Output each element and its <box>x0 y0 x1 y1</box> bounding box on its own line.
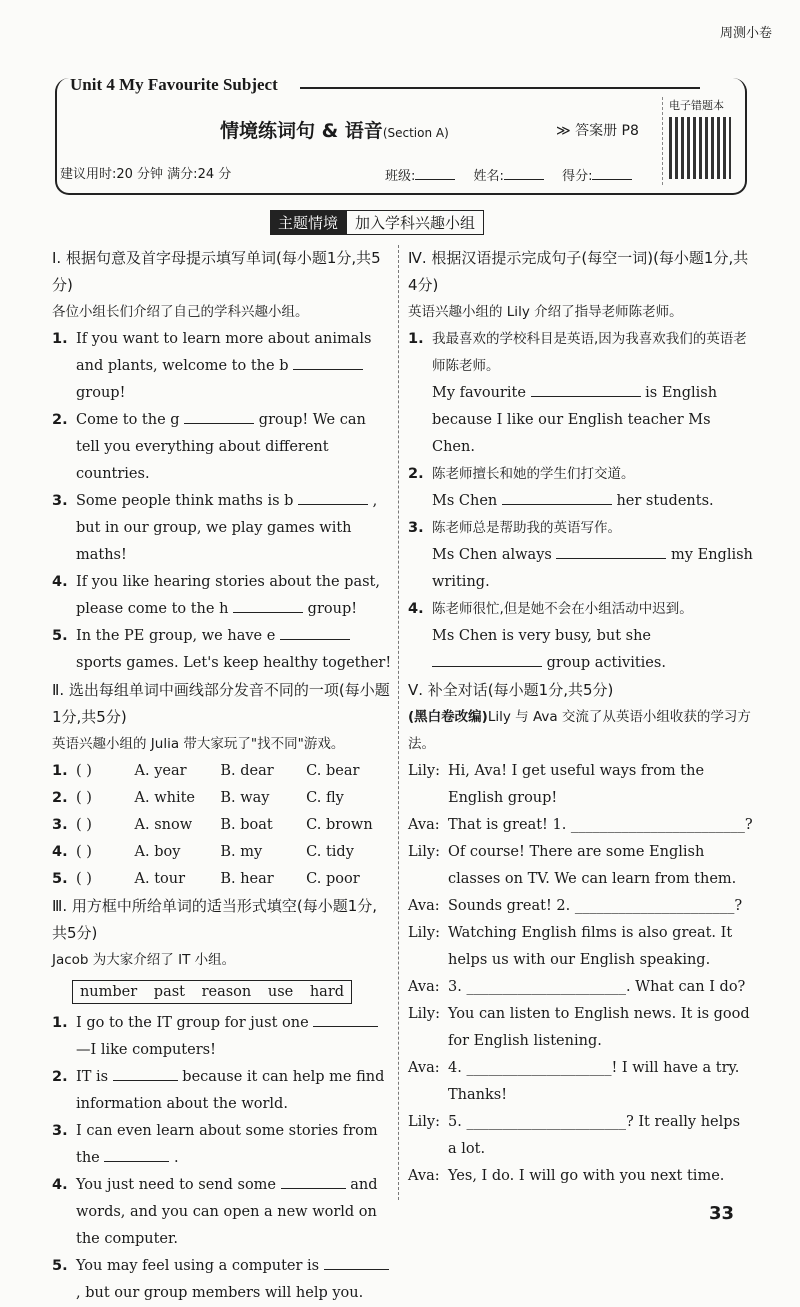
question-number: 2. <box>52 790 68 806</box>
speaker: Ava: <box>408 898 440 914</box>
answer-blank[interactable] <box>502 488 612 505</box>
question-number: 4. <box>52 574 68 590</box>
speaker: Lily: <box>408 844 440 860</box>
score-field[interactable] <box>592 163 632 180</box>
answer-paren[interactable]: ( ) <box>76 790 92 806</box>
question-item <box>408 596 753 677</box>
answer-paren[interactable]: ( ) <box>76 871 92 887</box>
left-column <box>52 245 392 1307</box>
question-text: Ms Chen always <box>432 547 557 563</box>
page-number: 33 <box>708 1203 734 1224</box>
choice-row <box>52 866 392 893</box>
question-item <box>52 488 392 569</box>
question-item <box>408 515 753 596</box>
question-text: Come to the g <box>76 412 185 428</box>
question-number: 1. <box>408 331 424 347</box>
question-text-end: —I like computers! <box>76 1042 216 1058</box>
option-c[interactable]: C. brown <box>306 817 373 833</box>
answer-blank[interactable] <box>113 1064 178 1081</box>
question-prompt: 陈老师很忙,但是她不会在小组活动中迟到。 <box>432 601 693 617</box>
answer-paren[interactable]: ( ) <box>76 844 92 860</box>
option-b[interactable]: B. hear <box>220 871 274 887</box>
answer-paren[interactable]: ( ) <box>76 763 92 779</box>
question-number: 1. <box>52 763 68 779</box>
qr-block[interactable] <box>662 97 739 185</box>
question-text: If you like hearing stories about the past, please come to the h <box>76 574 380 617</box>
speaker: Lily: <box>408 925 440 941</box>
answer-blank[interactable] <box>432 650 542 667</box>
question-text: I go to the IT group for just one <box>76 1015 314 1031</box>
question-text: You may feel using a computer is <box>76 1258 324 1274</box>
question-prompt: 陈老师总是帮助我的英语写作。 <box>432 520 621 536</box>
speaker: Ava: <box>408 817 440 833</box>
student-info: 班级: 姓名: 得分: <box>385 163 646 184</box>
option-b[interactable]: B. dear <box>220 763 274 779</box>
question-text-end: , but in our group, we play games with maths! <box>76 493 378 563</box>
question-text-end: sports games. Let's keep healthy together! <box>76 655 392 671</box>
dialogue-line <box>408 812 753 839</box>
question-text: If you want to learn more about animals and plants, welcome to the b <box>76 331 372 374</box>
answer-blank[interactable] <box>233 596 303 613</box>
option-a[interactable]: A. boy <box>134 844 181 860</box>
section-5-intro: (黑白卷改编)Lily 与 Ava 交流了从英语小组收获的学习方法。 <box>408 709 751 752</box>
question-number: 5. <box>52 628 68 644</box>
dialogue-text: Watching English films is also great. It helps us with our English speaking. <box>448 925 733 968</box>
answer-blank[interactable] <box>313 1010 378 1027</box>
section-3-intro: Jacob 为大家介绍了 IT 小组。 <box>52 952 236 968</box>
dialogue-text: 5. ______________________? It really helps a lot. <box>448 1114 741 1157</box>
column-divider <box>398 245 399 1200</box>
question-text-end: group! <box>303 601 358 617</box>
question-item <box>408 461 753 515</box>
answer-blank[interactable] <box>298 488 368 505</box>
question-number: 4. <box>52 844 68 860</box>
answer-blank[interactable] <box>184 407 254 424</box>
answer-blank[interactable] <box>531 380 641 397</box>
option-b[interactable]: B. way <box>220 790 270 806</box>
dialogue-text: 4. ____________________! I will have a try. Thanks! <box>448 1060 740 1103</box>
question-text: You just need to send some <box>76 1177 281 1193</box>
section-3-title: Ⅲ. 用方框中所给单词的适当形式填空(每小题1分,共5分) <box>52 897 378 942</box>
question-number: 3. <box>52 493 68 509</box>
question-text-end: group! <box>76 385 126 401</box>
section-2-items <box>52 758 392 893</box>
option-b[interactable]: B. boat <box>220 817 273 833</box>
question-item <box>52 1118 392 1172</box>
question-number: 3. <box>408 520 424 536</box>
option-a[interactable]: A. snow <box>134 817 193 833</box>
question-prompt: 陈老师擅长和她的学生们打交道。 <box>432 466 635 482</box>
choice-row <box>52 758 392 785</box>
speaker: Lily: <box>408 1114 440 1130</box>
section-2-intro: 英语兴趣小组的 Julia 带大家玩了"找不同"游戏。 <box>52 736 345 752</box>
question-text-end: her students. <box>611 493 714 509</box>
question-number: 2. <box>52 1069 68 1085</box>
choice-row <box>52 839 392 866</box>
dialogue-text: You can listen to English news. It is good for English listening. <box>448 1006 750 1049</box>
question-number: 3. <box>52 817 68 833</box>
question-text: I can even learn about some stories from the <box>76 1123 378 1166</box>
class-field[interactable] <box>415 163 455 180</box>
section-1-items <box>52 326 392 677</box>
question-item <box>52 623 392 677</box>
choice-row <box>52 812 392 839</box>
question-text: In the PE group, we have e <box>76 628 280 644</box>
option-c[interactable]: C. bear <box>306 763 360 779</box>
question-text-end: and words, and you can open a new world on the computer. <box>76 1177 378 1247</box>
name-field[interactable] <box>504 163 544 180</box>
question-text-end: because it can help me find information about the world. <box>76 1069 385 1112</box>
qr-label: 电子错题本 <box>669 99 724 112</box>
dialogue-line <box>408 839 753 893</box>
dialogue-line <box>408 893 753 920</box>
option-c[interactable]: C. fly <box>306 790 344 806</box>
dialogue-line <box>408 758 753 812</box>
question-item <box>408 326 753 461</box>
dialogue <box>408 758 753 1190</box>
section-4-items <box>408 326 753 677</box>
question-item <box>52 1172 392 1253</box>
theme-banner <box>270 210 484 235</box>
option-b[interactable]: B. my <box>220 844 263 860</box>
section-4-intro: 英语兴趣小组的 Lily 介绍了指导老师陈老师。 <box>408 304 683 320</box>
question-text-end: my English writing. <box>432 547 753 590</box>
question-item <box>52 1010 392 1064</box>
question-prompt: 我最喜欢的学校科目是英语,因为我喜欢我们的英语老师陈老师。 <box>432 331 747 374</box>
theme-name: 加入学科兴趣小组 <box>346 210 484 235</box>
question-number: 5. <box>52 1258 68 1274</box>
question-text-end: . <box>169 1150 179 1166</box>
dialogue-line <box>408 974 753 1001</box>
question-item <box>52 407 392 488</box>
question-text: My favourite <box>432 385 531 401</box>
dialogue-line <box>408 1109 753 1163</box>
answer-blank[interactable] <box>104 1145 169 1162</box>
section-1-intro: 各位小组长们介绍了自己的学科兴趣小组。 <box>52 304 309 320</box>
answer-blank[interactable] <box>556 542 666 559</box>
answer-blank[interactable] <box>281 1172 346 1189</box>
question-item <box>52 1064 392 1118</box>
section-label: (Section A) <box>382 126 449 140</box>
dialogue-line <box>408 1055 753 1109</box>
dialogue-line <box>408 920 753 974</box>
answer-blank[interactable] <box>293 353 363 370</box>
question-number: 5. <box>52 871 68 887</box>
question-number: 4. <box>408 601 424 617</box>
question-text-end: , but our group members will help you. <box>76 1285 364 1301</box>
option-c[interactable]: C. poor <box>306 871 360 887</box>
question-text: Ms Chen is very busy, but she <box>432 628 652 644</box>
option-a[interactable]: A. white <box>134 790 196 806</box>
question-item <box>52 569 392 623</box>
question-text: IT is <box>76 1069 113 1085</box>
header-rule <box>300 87 700 89</box>
section-2-title: Ⅱ. 选出每组单词中画线部分发音不同的一项(每小题1分,共5分) <box>52 681 390 726</box>
speaker: Ava: <box>408 1168 440 1184</box>
question-number: 1. <box>52 1015 68 1031</box>
time-score-info: 建议用时:20 分钟 满分:24 分 <box>60 167 232 182</box>
dialogue-text: Sounds great! 2. ______________________? <box>448 898 743 914</box>
option-c[interactable]: C. tidy <box>306 844 354 860</box>
speaker: Lily: <box>408 1006 440 1022</box>
question-number: 2. <box>408 466 424 482</box>
answer-paren[interactable]: ( ) <box>76 817 92 833</box>
section-3-items <box>52 1010 392 1307</box>
dialogue-text: That is great! 1. ________________________? <box>448 817 753 833</box>
section-1-title: Ⅰ. 根据句意及首字母提示填写单词(每小题1分,共5分) <box>52 249 381 294</box>
speaker: Lily: <box>408 763 440 779</box>
dialogue-line <box>408 1163 753 1190</box>
question-text-end: group! We can tell you everything about different countries. <box>76 412 366 482</box>
choice-row <box>52 785 392 812</box>
section-5-title: Ⅴ. 补全对话(每小题1分,共5分) <box>408 681 614 699</box>
question-text-end: group activities. <box>542 655 666 671</box>
question-text-end: is English because I like our English teacher Ms Chen. <box>432 385 718 455</box>
answer-reference: ≫ 答案册 P8 <box>556 123 639 139</box>
corner-tab: 周测小卷 <box>719 26 772 41</box>
question-number: 2. <box>52 412 68 428</box>
question-item <box>52 1253 392 1307</box>
unit-title: Unit 4 My Favourite Subject <box>70 75 278 94</box>
option-a[interactable]: A. tour <box>134 871 186 887</box>
dialogue-text: Hi, Ava! I get useful ways from the English group! <box>448 763 705 806</box>
question-text: Some people think maths is b <box>76 493 299 509</box>
theme-tag: 主题情境 <box>270 210 346 235</box>
page-title: 情境练词句 & 语音(Section A) <box>220 120 449 142</box>
question-item <box>52 326 392 407</box>
answer-blank[interactable] <box>324 1253 389 1270</box>
question-number: 4. <box>52 1177 68 1193</box>
dialogue-line <box>408 1001 753 1055</box>
dialogue-text: Yes, I do. I will go with you next time. <box>448 1168 725 1184</box>
question-number: 1. <box>52 331 68 347</box>
question-text: Ms Chen <box>432 493 502 509</box>
dialogue-text: Of course! There are some English classes on TV. We can learn from them. <box>448 844 737 887</box>
right-column <box>408 245 753 1190</box>
speaker: Ava: <box>408 1060 440 1076</box>
option-a[interactable]: A. year <box>134 763 187 779</box>
word-box: number past reason use hard <box>72 980 352 1004</box>
qr-code-icon[interactable] <box>669 117 731 179</box>
speaker: Ava: <box>408 979 440 995</box>
answer-blank[interactable] <box>280 623 350 640</box>
question-number: 3. <box>52 1123 68 1139</box>
dialogue-text: 3. ______________________. What can I do? <box>448 979 746 995</box>
section-4-title: Ⅳ. 根据汉语提示完成句子(每空一词)(每小题1分,共4分) <box>408 249 749 294</box>
